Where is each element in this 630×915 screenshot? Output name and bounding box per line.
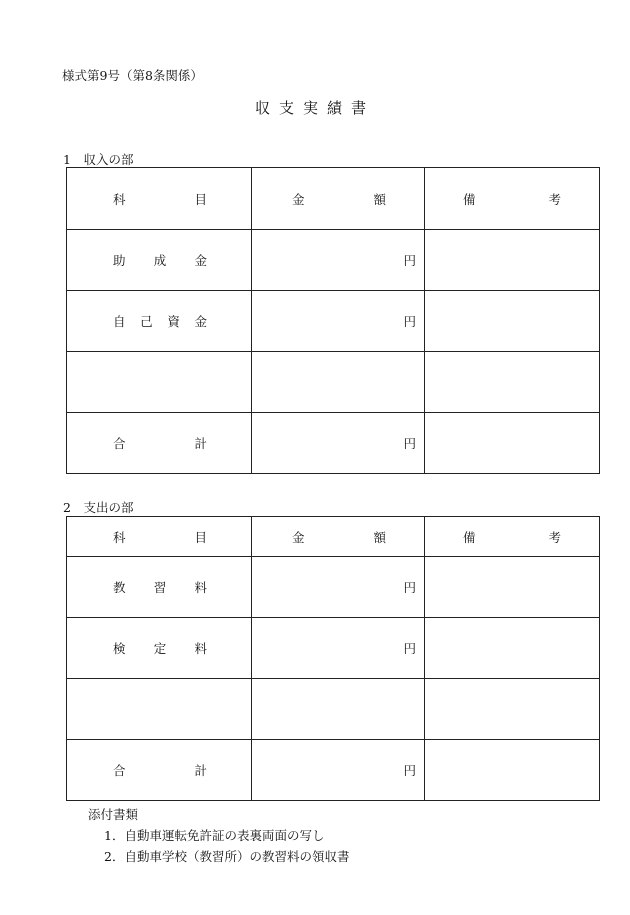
header-note: 備考: [425, 168, 600, 230]
row-amount: 円: [252, 557, 425, 618]
income-header-row: [67, 168, 600, 230]
expense-header-row: [67, 517, 600, 557]
header-subject: 科目: [67, 517, 252, 557]
total-amount: 円: [252, 413, 425, 474]
attachment-item: 2．自動車学校（教習所）の教習料の領収書: [104, 849, 350, 864]
header-subject: 科目: [67, 168, 252, 230]
row-amount: 円: [252, 291, 425, 352]
total-amount: 円: [252, 740, 425, 801]
header-amount: 金額: [252, 168, 425, 230]
row-note: [425, 618, 600, 679]
row-note: [425, 679, 600, 740]
row-note: [425, 557, 600, 618]
table-row: [67, 352, 600, 413]
total-row: [67, 413, 600, 474]
row-subject: 助成金: [67, 230, 252, 291]
row-subject: 教習料: [67, 557, 252, 618]
total-subject: 合計: [67, 740, 252, 801]
row-subject: [67, 352, 252, 413]
table-row: [67, 230, 600, 291]
income-section-label: 1 収入の部: [63, 152, 134, 167]
table-row: [67, 291, 600, 352]
table-row: [67, 557, 600, 618]
row-note: [425, 230, 600, 291]
total-subject: 合計: [67, 413, 252, 474]
header-amount: 金額: [252, 517, 425, 557]
header-note: 備考: [425, 517, 600, 557]
row-amount: [252, 679, 425, 740]
expense-table: [66, 516, 600, 801]
table-row: [67, 679, 600, 740]
total-note: [425, 413, 600, 474]
table-row: [67, 618, 600, 679]
document-title: 収支実績書: [254, 99, 375, 117]
attachment-item: 1．自動車運転免許証の表裏両面の写し: [104, 828, 325, 843]
row-subject: [67, 679, 252, 740]
row-subject: 検定料: [67, 618, 252, 679]
row-subject: 自己資金: [67, 291, 252, 352]
income-table: [66, 167, 600, 474]
row-amount: 円: [252, 618, 425, 679]
row-note: [425, 352, 600, 413]
row-amount: 円: [252, 230, 425, 291]
form-code: 様式第9号（第8条関係）: [62, 68, 203, 83]
attachments-title: 添付書類: [88, 807, 139, 822]
row-amount: [252, 352, 425, 413]
expense-section-label: 2 支出の部: [63, 500, 134, 515]
row-note: [425, 291, 600, 352]
total-note: [425, 740, 600, 801]
total-row: [67, 740, 600, 801]
